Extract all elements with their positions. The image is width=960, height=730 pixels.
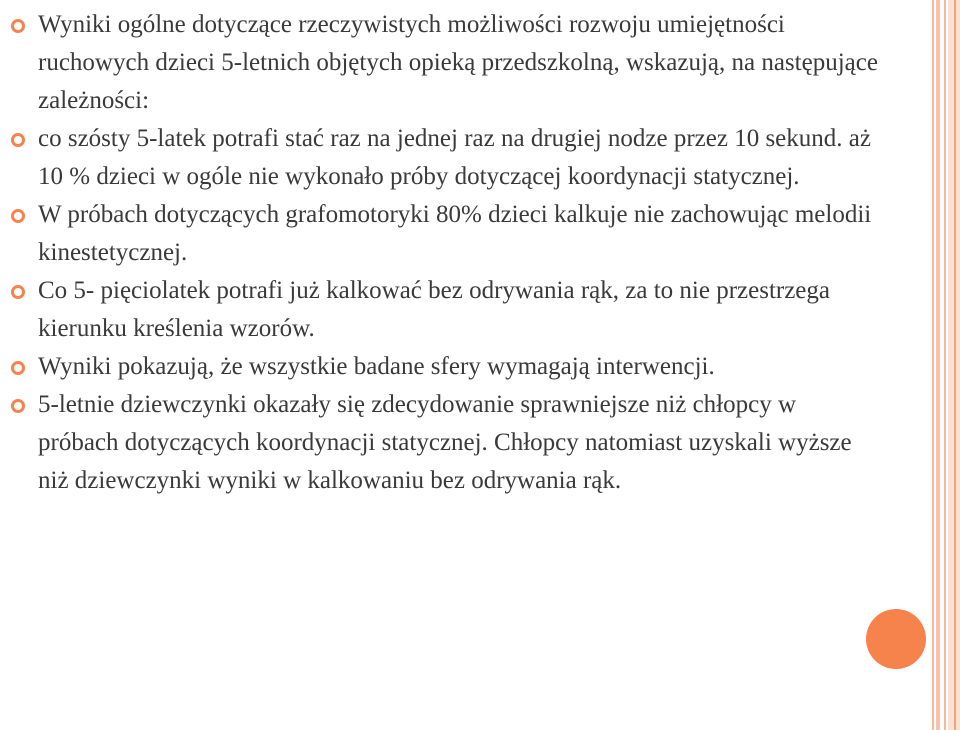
bullet-item [0,386,880,500]
ring-bullet-icon [10,18,26,34]
ring-bullet-icon [10,208,26,224]
bullet-item [0,348,880,386]
stripe-line [954,0,956,730]
ring-bullet-icon [10,398,26,414]
ring-bullet-icon [10,132,26,148]
bullet-text: 5-letnie dziewczynki okazały się zdecydowanie sprawniejsze niż chłopcy w próbach dotyczących koordynacji statycznej. Chłopcy natomiast uzyskali wyższe niż dziewczynki wyniki w kalkowaniu bez odrywania rąk. [38,391,852,494]
bullet-text: Wyniki pokazują, że wszystkie badane sfery wymagają interwencji. [38,353,715,380]
bullet-text: W próbach dotyczących grafomotoryki 80% dzieci kalkuje nie zachowując melodii kinestetycznej. [38,201,872,266]
ring-bullet-icon [10,284,26,300]
bullet-text: Wyniki ogólne dotyczące rzeczywistych możliwości rozwoju umiejętności ruchowych dzieci 5-letnich objętych opieką przedszkolną, wskazują, na następujące zależności: [38,11,878,114]
bullet-item [0,6,880,120]
stripe-line [936,0,940,730]
bullet-item [0,120,880,196]
right-decorative-stripes [928,0,960,730]
decorative-circle [866,609,926,669]
bullet-text: Co 5- pięciolatek potrafi już kalkować bez odrywania rąk, za to nie przestrzega kierunku kreślenia wzorów. [38,277,831,342]
bullet-item [0,272,880,348]
stripe-line [944,0,946,730]
ring-bullet-icon [10,360,26,376]
stripe-line [932,0,934,730]
bullet-item [0,196,880,272]
bullet-list [0,6,880,500]
bullet-text: co szósty 5-latek potrafi stać raz na jednej raz na drugiej nodze przez 10 sekund. aż 10 % dzieci w ogóle nie wykonało próby dotyczącej koordynacji statycznej. [38,125,871,190]
